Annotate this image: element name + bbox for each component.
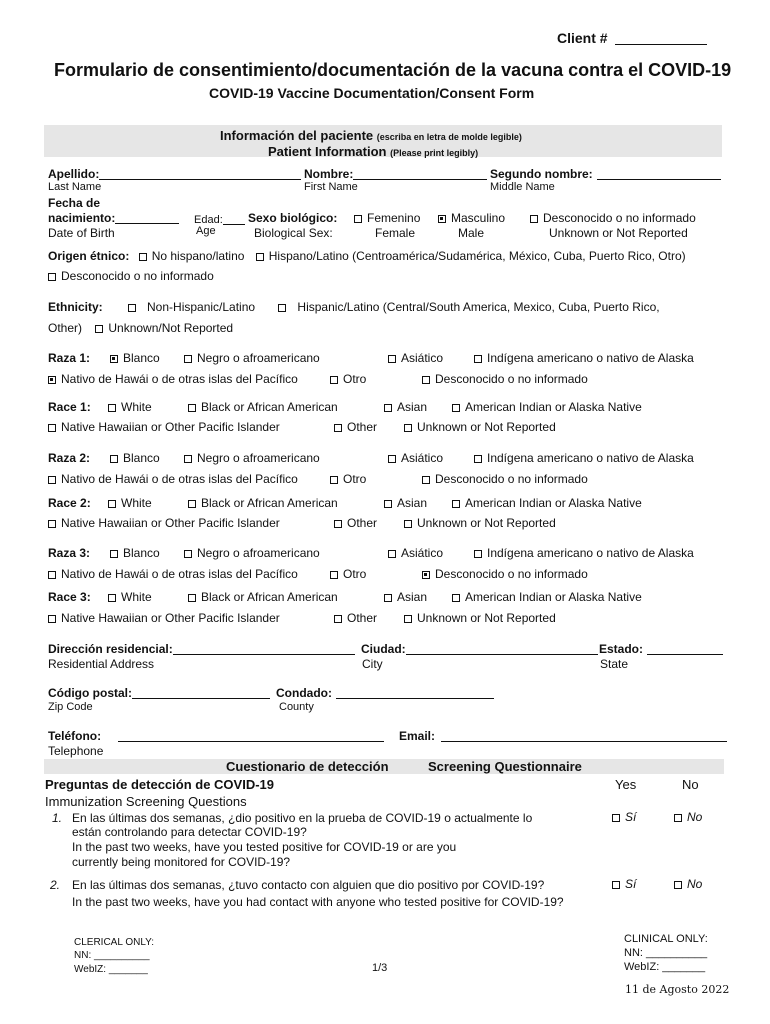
checkbox-icon[interactable] bbox=[110, 455, 118, 463]
ethnic-en-row: Ethnicity: Non-Hispanic/Latino Hispanic/Latino (Central/South America, Mexico, Cuba, Puerto Rico, bbox=[48, 300, 660, 314]
race3-asian[interactable]: Asian bbox=[384, 590, 427, 604]
race1-other[interactable]: Other bbox=[334, 420, 377, 434]
q1-number: 1. bbox=[52, 811, 63, 825]
client-number-field[interactable] bbox=[557, 30, 707, 46]
checkbox-icon[interactable] bbox=[110, 355, 118, 363]
screening-heading-en: Immunization Screening Questions bbox=[45, 794, 247, 809]
checkbox-icon[interactable] bbox=[48, 424, 56, 432]
sex-unknown-label-en: Unknown or Not Reported bbox=[549, 226, 688, 240]
race1-hawaiian[interactable]: Native Hawaiian or Other Pacific Islander bbox=[48, 420, 280, 434]
clinical-webiz[interactable]: WebIZ: _______ bbox=[624, 961, 706, 973]
race1-asian[interactable]: Asian bbox=[384, 400, 427, 414]
age-field[interactable]: Edad: bbox=[194, 212, 245, 226]
raza2-label: Raza 2: bbox=[48, 451, 91, 465]
checkbox-icon[interactable] bbox=[48, 571, 56, 579]
checkbox-hispanic[interactable] bbox=[278, 304, 286, 312]
county-field[interactable]: Condado: bbox=[276, 686, 494, 700]
raza3-blanco[interactable]: Blanco bbox=[110, 546, 160, 560]
checkbox-icon[interactable] bbox=[384, 594, 392, 602]
client-label: Client # bbox=[557, 30, 608, 46]
checkbox-female[interactable] bbox=[354, 215, 362, 223]
raza1-row: Raza 1: bbox=[48, 351, 91, 365]
sex-female-label-en: Female bbox=[375, 226, 416, 240]
phone-line[interactable] bbox=[118, 729, 384, 743]
state-field[interactable]: Estado: bbox=[599, 642, 723, 656]
address-field[interactable]: Dirección residencial: bbox=[48, 642, 355, 656]
checkbox-icon[interactable] bbox=[334, 615, 342, 623]
city-label-en: City bbox=[362, 657, 383, 671]
checkbox-icon[interactable] bbox=[384, 404, 392, 412]
raza1-indigena[interactable]: Indígena americano o nativo de Alaska bbox=[474, 351, 694, 365]
checkbox-icon[interactable] bbox=[330, 376, 338, 384]
checkbox-icon[interactable] bbox=[474, 355, 482, 363]
address-label-en: Residential Address bbox=[48, 657, 155, 671]
q1-es-line2: están controlando para detectar COVID-19? bbox=[72, 825, 307, 839]
checkbox-icon[interactable] bbox=[110, 550, 118, 558]
raza1-asiatico[interactable]: Asiático bbox=[388, 351, 443, 365]
checkbox-icon[interactable] bbox=[188, 404, 196, 412]
sex-female-option[interactable]: Femenino bbox=[354, 211, 420, 225]
race2-asian[interactable]: Asian bbox=[384, 496, 427, 510]
raza3-asiatico[interactable]: Asiático bbox=[388, 546, 443, 560]
q1-yes-option[interactable]: Sí bbox=[612, 810, 636, 824]
sex-label-es: Sexo biológico: bbox=[248, 211, 338, 225]
checkbox-icon[interactable] bbox=[48, 520, 56, 528]
race2-other[interactable]: Other bbox=[334, 516, 377, 530]
checkbox-icon[interactable] bbox=[188, 500, 196, 508]
last-name-field[interactable]: Apellido: bbox=[48, 167, 301, 181]
checkbox-icon[interactable] bbox=[674, 881, 682, 889]
checkbox-no-hispano[interactable] bbox=[139, 253, 147, 261]
checkbox-male[interactable] bbox=[438, 215, 446, 223]
q2-number: 2. bbox=[50, 878, 61, 892]
form-date: 11 de Agosto 2022 bbox=[625, 983, 730, 996]
raza1-otro[interactable]: Otro bbox=[330, 372, 366, 386]
phone-label-en: Telephone bbox=[48, 744, 104, 758]
raza2-indigena[interactable]: Indígena americano o nativo de Alaska bbox=[474, 451, 694, 465]
q1-es-line1: En las últimas dos semanas, ¿dio positivo en la prueba de COVID-19 o actualmente lo bbox=[72, 811, 533, 825]
patient-info-title-es: Información del paciente (escriba en letra de molde legible) bbox=[220, 128, 522, 143]
raza3-negro[interactable]: Negro o afroamericano bbox=[184, 546, 320, 560]
q1-en-line2: currently being monitored for COVID-19? bbox=[72, 855, 291, 869]
checkbox-icon[interactable] bbox=[452, 404, 460, 412]
ethnic-es-unknown[interactable]: Desconocido o no informado bbox=[48, 269, 214, 283]
screening-title-en: Screening Questionnaire bbox=[428, 759, 582, 774]
checkbox-icon[interactable] bbox=[474, 455, 482, 463]
clinical-only-label: CLINICAL ONLY: bbox=[624, 933, 708, 945]
last-name-label-en: Last Name bbox=[48, 181, 102, 193]
form-title-en: COVID-19 Vaccine Documentation/Consent Form bbox=[209, 85, 535, 101]
race3-hawaiian[interactable]: Native Hawaiian or Other Pacific Islander bbox=[48, 611, 280, 625]
checkbox-icon[interactable] bbox=[612, 814, 620, 822]
checkbox-icon[interactable] bbox=[108, 404, 116, 412]
clerical-nn[interactable]: NN: __________ bbox=[74, 950, 150, 961]
raza3-otro[interactable]: Otro bbox=[330, 567, 366, 581]
sex-male-option[interactable]: Masculino bbox=[438, 211, 505, 225]
no-column-header: No bbox=[682, 777, 699, 792]
checkbox-icon[interactable] bbox=[388, 550, 396, 558]
email-field[interactable]: Email: bbox=[399, 729, 727, 743]
raza3-hawai[interactable]: Nativo de Hawái o de otras islas del Pacífico bbox=[48, 567, 298, 581]
checkbox-icon[interactable] bbox=[422, 571, 430, 579]
checkbox-icon[interactable] bbox=[108, 500, 116, 508]
checkbox-icon[interactable] bbox=[184, 550, 192, 558]
checkbox-icon[interactable] bbox=[330, 571, 338, 579]
checkbox-icon[interactable] bbox=[388, 455, 396, 463]
checkbox-icon[interactable] bbox=[404, 520, 412, 528]
checkbox-icon[interactable] bbox=[188, 594, 196, 602]
checkbox-icon[interactable] bbox=[184, 455, 192, 463]
sex-unknown-option[interactable]: Desconocido o no informado bbox=[530, 211, 696, 225]
checkbox-icon[interactable] bbox=[612, 881, 620, 889]
checkbox-icon[interactable] bbox=[452, 500, 460, 508]
raza2-otro[interactable]: Otro bbox=[330, 472, 366, 486]
checkbox-icon[interactable] bbox=[404, 615, 412, 623]
race3-black[interactable]: Black or African American bbox=[188, 590, 338, 604]
city-field[interactable]: Ciudad: bbox=[361, 642, 598, 656]
raza2-blanco[interactable]: Blanco bbox=[110, 451, 160, 465]
q2-es: En las últimas dos semanas, ¿tuvo contacto con alguien que dio positivo por COVID-19? bbox=[72, 878, 545, 892]
race2-native[interactable]: American Indian or Alaska Native bbox=[452, 496, 642, 510]
race2-unknown[interactable]: Unknown or Not Reported bbox=[404, 516, 556, 530]
zip-label-en: Zip Code bbox=[48, 701, 93, 713]
county-label-en: County bbox=[279, 701, 314, 713]
checkbox-non-hispanic[interactable] bbox=[128, 304, 136, 312]
zip-field[interactable]: Código postal: bbox=[48, 686, 270, 700]
yes-column-header: Yes bbox=[615, 777, 637, 792]
race3-white[interactable]: White bbox=[108, 590, 152, 604]
checkbox-icon[interactable] bbox=[334, 520, 342, 528]
checkbox-icon[interactable] bbox=[330, 476, 338, 484]
raza1-desconocido[interactable]: Desconocido o no informado bbox=[422, 372, 588, 386]
raza1-hawai[interactable]: Nativo de Hawái o de otras islas del Pacífico bbox=[48, 372, 298, 386]
screening-title-es: Cuestionario de detección bbox=[226, 759, 389, 774]
checkbox-icon[interactable] bbox=[474, 550, 482, 558]
raza3-indigena[interactable]: Indígena americano o nativo de Alaska bbox=[474, 546, 694, 560]
raza2-asiatico[interactable]: Asiático bbox=[388, 451, 443, 465]
dob-label-es-1: Fecha de bbox=[48, 196, 101, 210]
form-title-es: Formulario de consentimiento/documentación de la vacuna contra el COVID-19 bbox=[54, 60, 732, 80]
race3-label: Race 3: bbox=[48, 590, 91, 604]
phone-label-es: Teléfono: bbox=[48, 729, 102, 743]
q2-en: In the past two weeks, have you had contact with anyone who tested positive for COVID-19? bbox=[72, 895, 564, 909]
checkbox-icon[interactable] bbox=[674, 814, 682, 822]
sex-label-en: Biological Sex: bbox=[254, 226, 333, 240]
ethnic-es-row: Origen étnico: No hispano/latino Hispano/Latino (Centroamérica/Sudamérica, México, Cuba, Puerto Rico, Otro) bbox=[48, 249, 686, 263]
checkbox-icon[interactable] bbox=[334, 424, 342, 432]
raza2-desconocido[interactable]: Desconocido o no informado bbox=[422, 472, 588, 486]
middle-name-field[interactable]: Segundo nombre: bbox=[490, 167, 721, 181]
race1-native[interactable]: American Indian or Alaska Native bbox=[452, 400, 642, 414]
checkbox-sex-unknown[interactable] bbox=[530, 215, 538, 223]
q1-no-option[interactable]: No bbox=[674, 810, 702, 824]
clinical-nn[interactable]: NN: __________ bbox=[624, 947, 708, 959]
checkbox-icon[interactable] bbox=[452, 594, 460, 602]
state-label-en: State bbox=[600, 657, 629, 671]
checkbox-icon[interactable] bbox=[48, 376, 56, 384]
age-label-en: Age bbox=[196, 225, 216, 237]
checkbox-ethnic-unknown[interactable] bbox=[95, 325, 103, 333]
first-name-label-en: First Name bbox=[304, 181, 358, 193]
raza2-negro[interactable]: Negro o afroamericano bbox=[184, 451, 320, 465]
checkbox-icon[interactable] bbox=[108, 594, 116, 602]
checkbox-icon[interactable] bbox=[422, 376, 430, 384]
race1-unknown[interactable]: Unknown or Not Reported bbox=[404, 420, 556, 434]
race1-black[interactable]: Black or African American bbox=[188, 400, 338, 414]
patient-info-title-en: Patient Information (Please print legibly) bbox=[268, 144, 479, 159]
q1-en-line1: In the past two weeks, have you tested positive for COVID-19 or are you bbox=[72, 840, 457, 854]
page-number: 1/3 bbox=[372, 962, 388, 974]
raza1-blanco[interactable]: Blanco bbox=[110, 351, 160, 365]
race1-label: Race 1: bbox=[48, 400, 91, 414]
raza2-hawai[interactable]: Nativo de Hawái o de otras islas del Pacífico bbox=[48, 472, 298, 486]
ethnic-en-row-2: Other) Unknown/Not Reported bbox=[48, 321, 234, 335]
checkbox-icon[interactable] bbox=[48, 615, 56, 623]
screening-heading-es: Preguntas de detección de COVID-19 bbox=[45, 777, 275, 792]
raza3-desconocido[interactable]: Desconocido o no informado bbox=[422, 567, 588, 581]
race2-white[interactable]: White bbox=[108, 496, 152, 510]
race2-black[interactable]: Black or African American bbox=[188, 496, 338, 510]
raza1-negro[interactable]: Negro o afroamericano bbox=[184, 351, 320, 365]
raza3-label: Raza 3: bbox=[48, 546, 91, 560]
dob-label-en: Date of Birth bbox=[48, 226, 115, 240]
q2-yes-option[interactable]: Sí bbox=[612, 877, 636, 891]
race3-other[interactable]: Other bbox=[334, 611, 377, 625]
dob-field[interactable]: nacimiento: bbox=[48, 211, 179, 225]
checkbox-icon[interactable] bbox=[388, 355, 396, 363]
race3-native[interactable]: American Indian or Alaska Native bbox=[452, 590, 642, 604]
checkbox-icon[interactable] bbox=[184, 355, 192, 363]
sex-male-label-en: Male bbox=[458, 226, 485, 240]
race2-label: Race 2: bbox=[48, 496, 91, 510]
client-number-line[interactable] bbox=[615, 32, 707, 45]
clerical-webiz[interactable]: WebIZ: _______ bbox=[74, 964, 148, 975]
checkbox-icon[interactable] bbox=[404, 424, 412, 432]
race1-white[interactable]: White bbox=[108, 400, 152, 414]
checkbox-icon[interactable] bbox=[48, 476, 56, 484]
q2-no-option[interactable]: No bbox=[674, 877, 702, 891]
checkbox-hispano[interactable] bbox=[256, 253, 264, 261]
checkbox-icon[interactable] bbox=[384, 500, 392, 508]
checkbox-ethnic-desconocido[interactable] bbox=[48, 273, 56, 281]
checkbox-icon[interactable] bbox=[422, 476, 430, 484]
race2-hawaiian[interactable]: Native Hawaiian or Other Pacific Islander bbox=[48, 516, 280, 530]
first-name-field[interactable]: Nombre: bbox=[304, 167, 487, 181]
race3-unknown[interactable]: Unknown or Not Reported bbox=[404, 611, 556, 625]
middle-name-label-en: Middle Name bbox=[490, 181, 555, 193]
clerical-only-label: CLERICAL ONLY: bbox=[74, 937, 155, 948]
